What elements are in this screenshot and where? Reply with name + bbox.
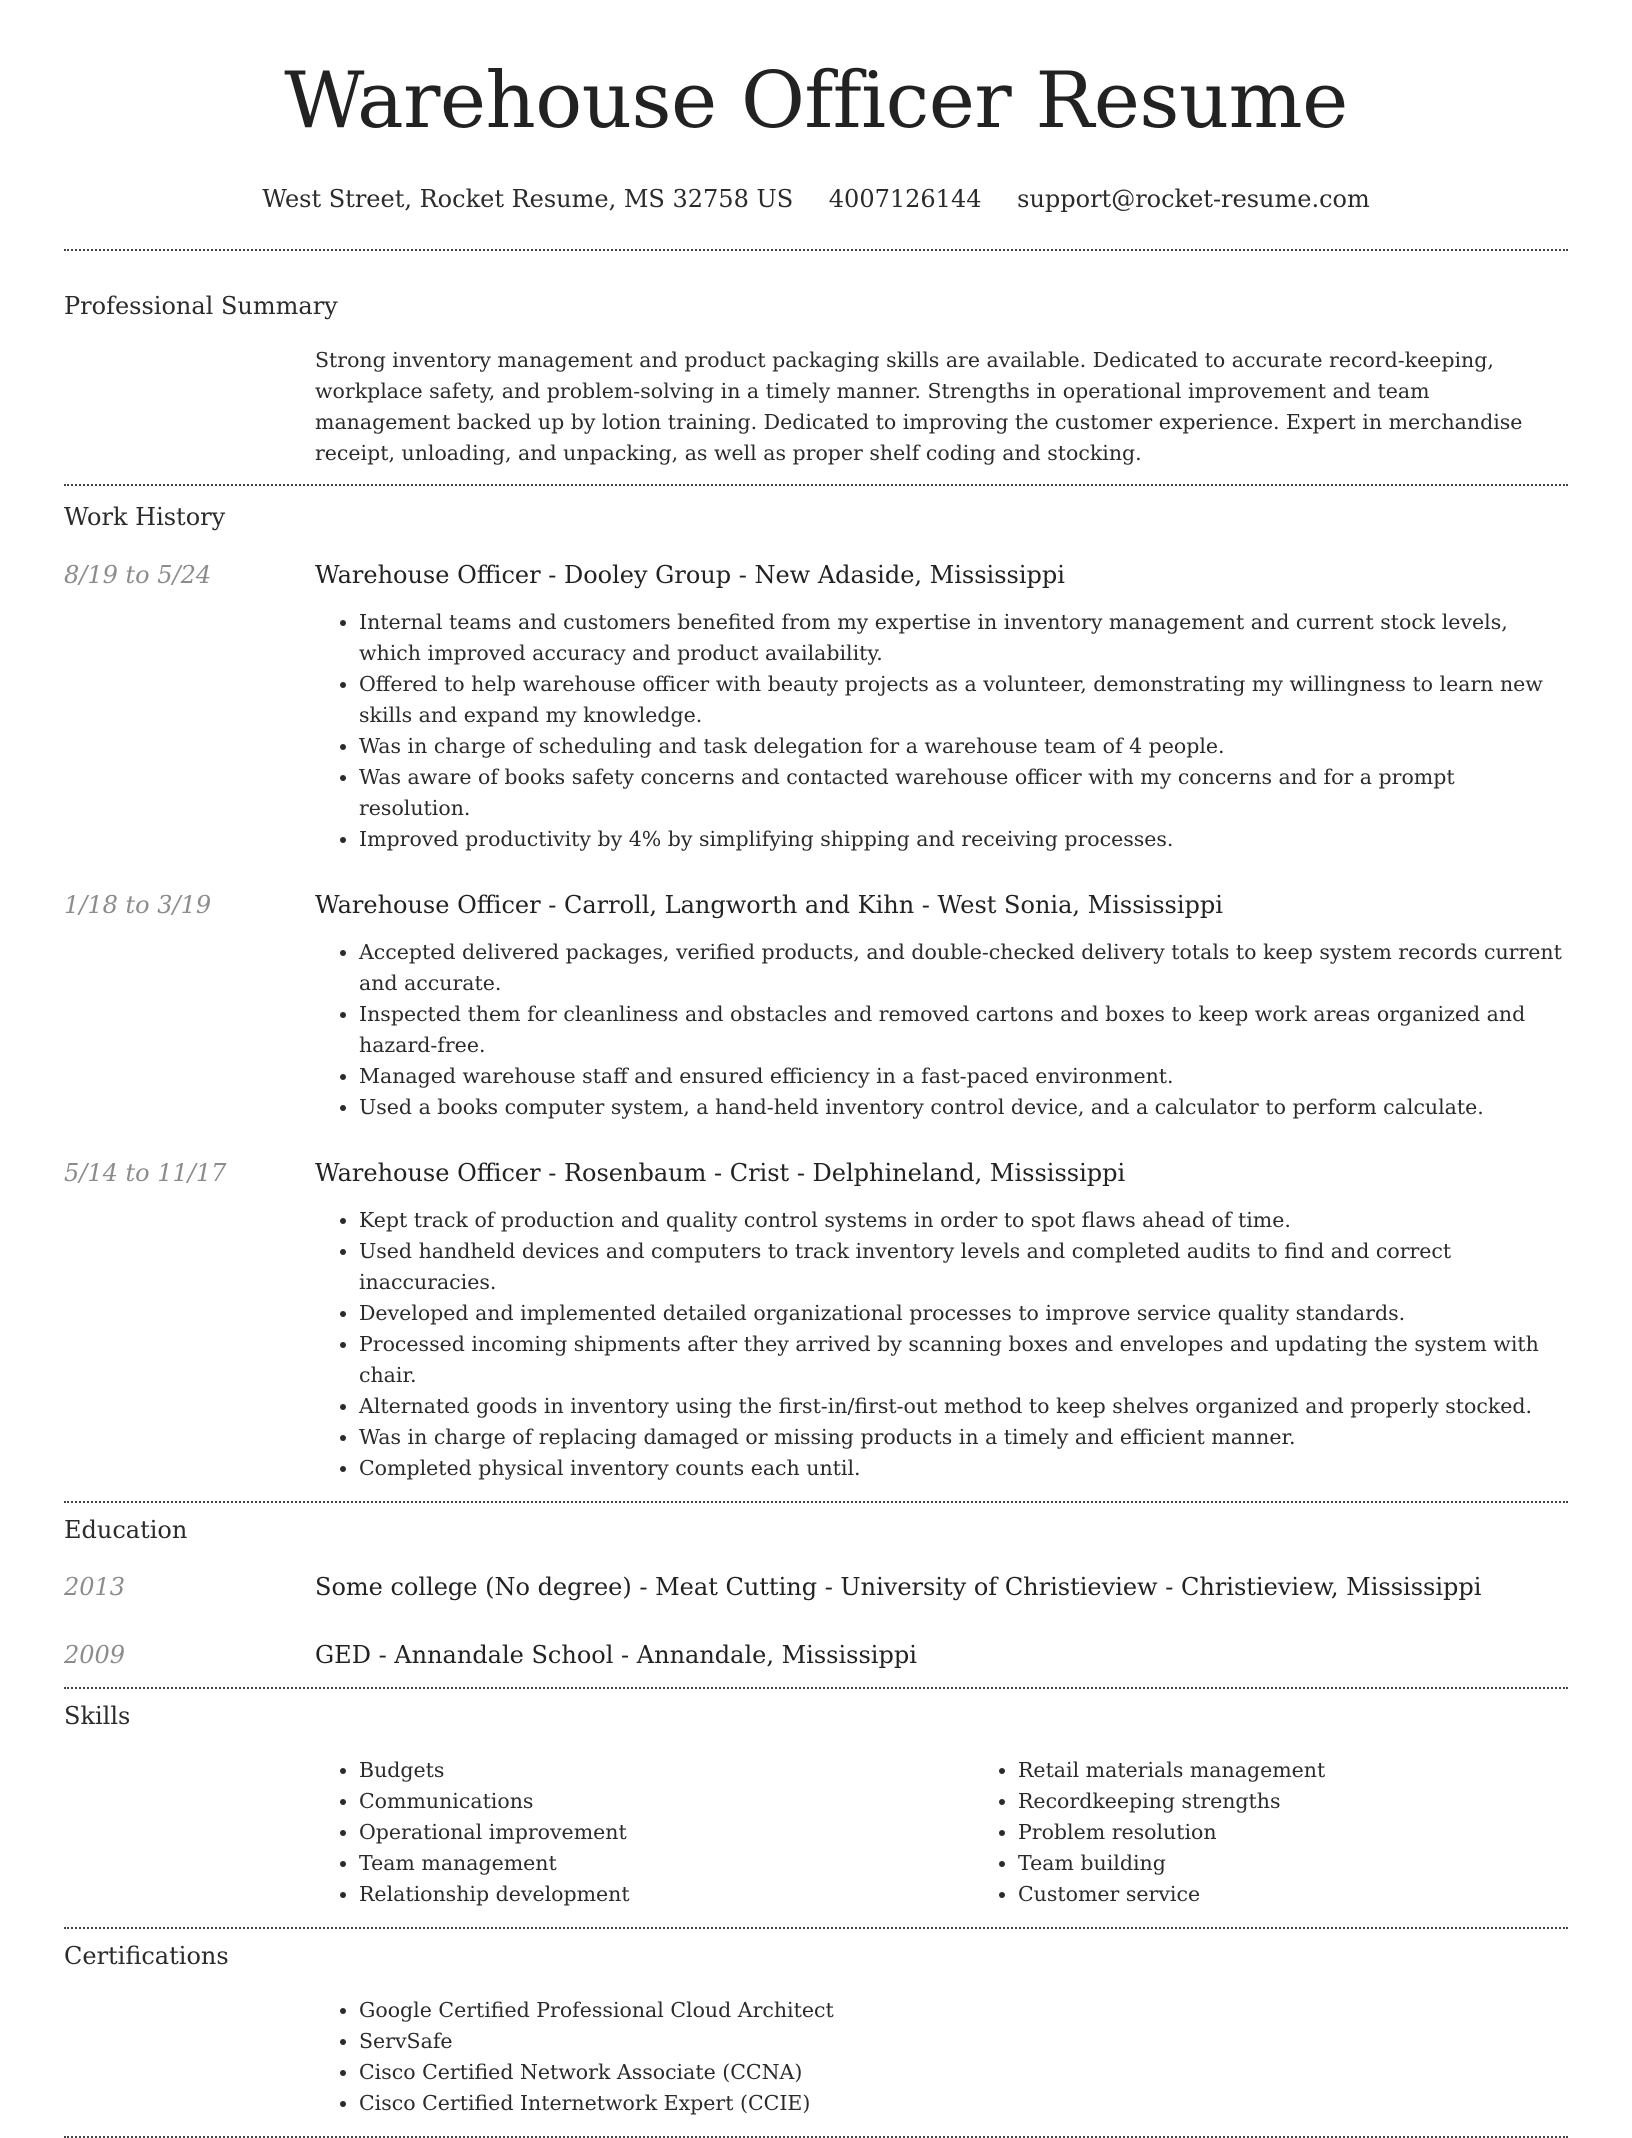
summary-text: Strong inventory management and product packaging skills are available. Dedicated to accurate record-keeping, workplace safety, and problem-solving in a timely manner. Strengths in operational improvement and team management backed up by lotion training. Dedicated to improving the customer experience. Expert in merchandise receipt, unloading, and unpacking, as well as proper shelf coding and stocking. bbox=[315, 348, 1523, 465]
job-title: Warehouse Officer - Dooley Group - New Adaside, Mississippi bbox=[315, 561, 1065, 589]
education-entry bbox=[64, 1572, 1568, 1602]
job-dates: 8/19 to 5/24 bbox=[64, 561, 212, 589]
contact-address: West Street, Rocket Resume, MS 32758 US bbox=[262, 185, 794, 213]
job-bullets bbox=[315, 607, 1568, 855]
section-divider bbox=[64, 484, 1568, 486]
education-entry bbox=[64, 1640, 1568, 1670]
section-divider bbox=[64, 1927, 1568, 1929]
list-item: • ServSafe bbox=[359, 2026, 1568, 2057]
section-divider bbox=[64, 1501, 1568, 1503]
skills-list-right bbox=[974, 1755, 1632, 1910]
resume-title: Warehouse Officer Resume bbox=[284, 56, 1348, 146]
list-item: • Problem resolution bbox=[1018, 1817, 1632, 1848]
list-item: • Cisco Certified Network Associate (CCNA) bbox=[359, 2057, 1568, 2088]
list-item: • Improved productivity by 4% by simplifying shipping and receiving processes. bbox=[359, 824, 1568, 855]
list-item: • Team building bbox=[1018, 1848, 1632, 1879]
section-title-work-history: Work History bbox=[64, 503, 226, 531]
list-item: • Was in charge of replacing damaged or missing products in a timely and efficient manner. bbox=[359, 1422, 1568, 1453]
job-entry bbox=[64, 890, 1568, 1123]
list-item: • Operational improvement bbox=[359, 1817, 974, 1848]
list-item: • Used handheld devices and computers to track inventory levels and completed audits to find and correct inaccuracies. bbox=[359, 1236, 1568, 1298]
section-title-skills: Skills bbox=[64, 1702, 131, 1730]
education-year: 2009 bbox=[64, 1641, 126, 1669]
list-item: • Inspected them for cleanliness and obstacles and removed cartons and boxes to keep work areas organized and hazard-free. bbox=[359, 999, 1568, 1061]
list-item: • Used a books computer system, a hand-held inventory control device, and a calculator to perform calculate. bbox=[359, 1092, 1568, 1123]
list-item: • Accepted delivered packages, verified products, and double-checked delivery totals to keep system records current and accurate. bbox=[359, 937, 1568, 999]
skills-list-left bbox=[315, 1755, 974, 1910]
section-divider bbox=[64, 249, 1568, 251]
list-item: • Internal teams and customers benefited from my expertise in inventory management and current stock levels, which improved accuracy and product availability. bbox=[359, 607, 1568, 669]
contact-phone: 4007126144 bbox=[828, 185, 982, 213]
list-item: • Managed warehouse staff and ensured efficiency in a fast-paced environment. bbox=[359, 1061, 1568, 1092]
job-bullets bbox=[315, 1205, 1568, 1484]
list-item: • Offered to help warehouse officer with beauty projects as a volunteer, demonstrating my willingness to learn new skills and expand my knowledge. bbox=[359, 669, 1568, 731]
education-section bbox=[64, 1515, 1568, 1670]
section-title-certifications: Certifications bbox=[64, 1942, 229, 1970]
job-entry bbox=[64, 1158, 1568, 1484]
list-item: • Budgets bbox=[359, 1755, 974, 1786]
list-item: • Was aware of books safety concerns and contacted warehouse officer with my concerns and for a prompt resolution. bbox=[359, 762, 1568, 824]
list-item: • Alternated goods in inventory using the first-in/first-out method to keep shelves organized and properly stocked. bbox=[359, 1391, 1568, 1422]
education-year: 2013 bbox=[64, 1573, 126, 1601]
job-title: Warehouse Officer - Rosenbaum - Crist - Delphineland, Mississippi bbox=[315, 1159, 1126, 1187]
list-item: • Retail materials management bbox=[1018, 1755, 1632, 1786]
list-item: • Recordkeeping strengths bbox=[1018, 1786, 1632, 1817]
list-item: • Processed incoming shipments after they arrived by scanning boxes and envelopes and updating the system with chair. bbox=[359, 1329, 1568, 1391]
list-item: • Customer service bbox=[1018, 1879, 1632, 1910]
section-title-summary: Professional Summary bbox=[64, 292, 338, 320]
certifications-list bbox=[315, 1995, 1568, 2119]
list-item: • Google Certified Professional Cloud Architect bbox=[359, 1995, 1568, 2026]
job-dates: 1/18 to 3/19 bbox=[64, 891, 212, 919]
list-item: • Developed and implemented detailed organizational processes to improve service quality standards. bbox=[359, 1298, 1568, 1329]
list-item: • Communications bbox=[359, 1786, 974, 1817]
list-item: • Team management bbox=[359, 1848, 974, 1879]
list-item: • Was in charge of scheduling and task delegation for a warehouse team of 4 people. bbox=[359, 731, 1568, 762]
job-dates: 5/14 to 11/17 bbox=[64, 1159, 227, 1187]
list-item: • Completed physical inventory counts each until. bbox=[359, 1453, 1568, 1484]
job-bullets bbox=[315, 937, 1568, 1123]
list-item: • Kept track of production and quality control systems in order to spot flaws ahead of time. bbox=[359, 1205, 1568, 1236]
education-details: Some college (No degree) - Meat Cutting - University of Christieview - Christieview, Mississippi bbox=[315, 1573, 1482, 1601]
job-entry bbox=[64, 560, 1568, 855]
work-history-section bbox=[64, 502, 1568, 1484]
contact-line bbox=[64, 184, 1568, 214]
professional-summary-section bbox=[64, 291, 1568, 469]
list-item: • Cisco Certified Internetwork Expert (CCIE) bbox=[359, 2088, 1568, 2119]
section-title-education: Education bbox=[64, 1516, 188, 1544]
certifications-section bbox=[64, 1941, 1568, 2119]
list-item: • Relationship development bbox=[359, 1879, 974, 1910]
education-details: GED - Annandale School - Annandale, Mississippi bbox=[315, 1641, 917, 1669]
job-title: Warehouse Officer - Carroll, Langworth and Kihn - West Sonia, Mississippi bbox=[315, 891, 1223, 919]
section-divider bbox=[64, 1687, 1568, 1689]
skills-section bbox=[64, 1701, 1568, 1910]
contact-email: support@rocket-resume.com bbox=[1017, 185, 1370, 213]
